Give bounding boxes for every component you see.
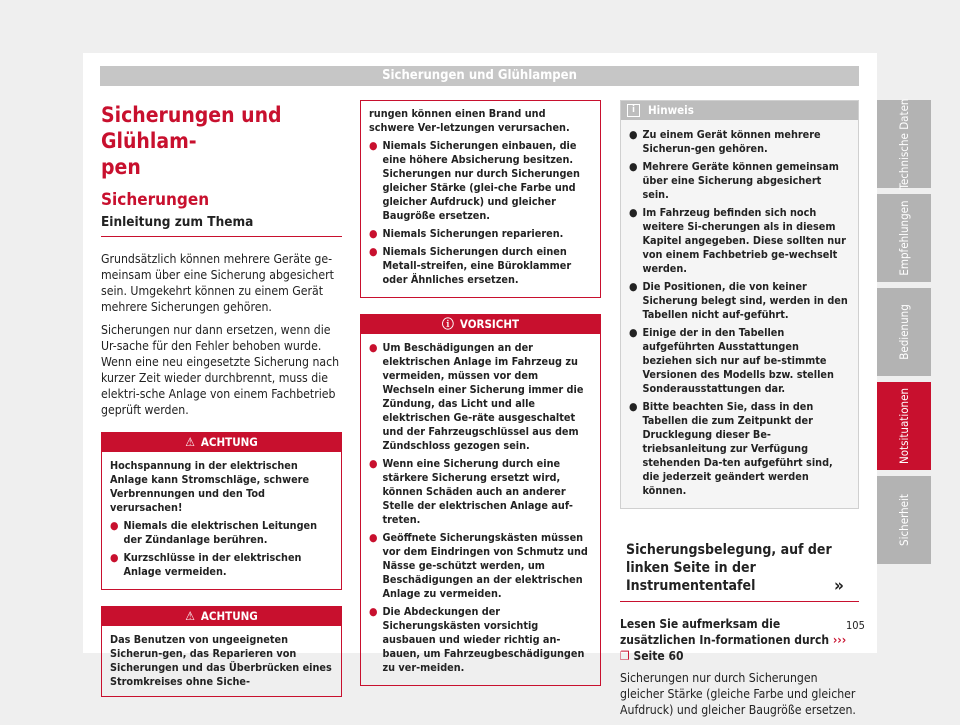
- column-2: [360, 96, 601, 686]
- warning-text: Das Benutzen von ungeeigneten Sicherun-gen, das Reparieren von Sicherungen und das Überbrücken eines Stromkreises ohne Siche-: [110, 633, 332, 688]
- warning-text: Hochspannung in der elektrischen Anlage kann Stromschläge, schwere Verbrennungen und den Tod verursachen!: [110, 459, 310, 514]
- caution-label: VORSICHT: [459, 317, 520, 331]
- body-paragraph: Sicherungen nur durch Sicherungen gleicher Stärke (gleiche Farbe und gleicher Aufdruck) und gleicher Baugröße ersetzen.: [620, 671, 856, 717]
- bullet-icon: ●: [629, 206, 638, 219]
- tab-empfehlungen[interactable]: Empfehlungen: [877, 194, 931, 282]
- warning-box-2: [101, 606, 342, 697]
- intro-paragraph-1: Grundsätzlich können mehrere Geräte ge-meinsam über eine Sicherung abgesichert sein. Umgekehrt können zu einem Gerät mehrere Sicherungen gehören.: [101, 252, 334, 314]
- bullet-icon: ●: [369, 227, 378, 240]
- page-header: Sicherungen und Glühlampen: [100, 66, 859, 86]
- info-icon: i: [627, 104, 640, 117]
- bullet-icon: ●: [369, 457, 378, 470]
- bullet-icon: ●: [629, 400, 638, 413]
- bullet-icon: ●: [629, 160, 638, 173]
- note-label: Hinweis: [648, 103, 694, 117]
- bullet-icon: ●: [629, 326, 638, 339]
- caution-box: [360, 314, 601, 686]
- warning-triangle-icon: ⚠: [185, 435, 195, 449]
- caution-circle-icon: ⓘ: [441, 317, 454, 331]
- list-item: ● Um Beschädigungen an der elektrischen Anlage im Fahrzeug zu vermeiden, müssen vor dem Wechseln einer Sicherung immer die Zündung, das Licht und alle elektrischen Ge-räte ausgeschaltet und der Fahrzeugschlüssel aus dem Zündschloss gezogen sein.: [369, 341, 584, 452]
- list-item: ● Niemals Sicherungen reparieren.: [369, 227, 564, 240]
- column-3: [620, 96, 859, 725]
- warning-label: ACHTUNG: [200, 435, 258, 449]
- bullet-icon: ●: [629, 128, 638, 141]
- list-item: ● Geöffnete Sicherungskästen müssen vor dem Eindringen von Schmutz und Nässe ge-schützt werden, um Beschädigungen an der elektrischen Anlage zu vermeiden.: [369, 531, 588, 600]
- intro-paragraph-2: Sicherungen nur dann ersetzen, wenn die Ur-sache für den Fehler behoben wurde. Wenn eine neu eingesetzte Sicherung nach kurzer Zeit wieder durchbrennt, muss die elektri-sche Anlage von einem Fachbetrieb geprüft werden.: [101, 323, 340, 417]
- page-reference-link[interactable]: Seite 60: [633, 649, 684, 663]
- list-item: ● Im Fahrzeug befinden sich noch weitere Si-cherungen als in diesem Kapitel angegeben. Diese sollten nur von einem Fachbetrieb ge-wechselt werden.: [629, 206, 846, 275]
- list-item: ● Zu einem Gerät können mehrere Sicherun-gen gehören.: [629, 128, 821, 155]
- page-number: 105: [846, 619, 865, 632]
- list-item: ● Mehrere Geräte können gemeinsam über eine Sicherung abgesichert sein.: [629, 160, 839, 201]
- bullet-icon: ●: [369, 531, 378, 544]
- chapter-tabs: [877, 100, 931, 570]
- cross-reference-arrows[interactable]: ›››: [832, 633, 847, 647]
- bullet-icon: ●: [369, 139, 378, 152]
- bullet-icon: ●: [369, 605, 378, 618]
- list-item: ● Die Positionen, die von keiner Sicherung belegt sind, werden in den Tabellen nicht auf-geführt.: [629, 280, 848, 321]
- bullet-icon: ●: [629, 280, 638, 293]
- lead-paragraph: Lesen Sie aufmerksam die zusätzlichen In-formationen durch ››› ❐ Seite 60: [620, 617, 847, 663]
- column-1: [101, 96, 342, 697]
- section-title: Sicherungsbelegung, auf der linken Seite in der Instrumententafel: [620, 541, 859, 602]
- bullet-icon: ●: [110, 519, 119, 532]
- list-item: ● Kurzschlüsse in der elektrischen Anlage vermeiden.: [110, 551, 302, 578]
- warning-box-2-continued: [360, 100, 601, 298]
- continue-icon: »: [834, 576, 844, 596]
- bullet-icon: ●: [369, 341, 378, 354]
- list-item: ● Wenn eine Sicherung durch eine stärkere Sicherung ersetzt wird, können Schäden auch an anderer Stelle der elektrischen Anlage auf-treten.: [369, 457, 573, 526]
- note-box: [620, 100, 859, 509]
- list-item: ● Niemals die elektrischen Leitungen der Zündanlage berühren.: [110, 519, 318, 546]
- list-item: ● Niemals Sicherungen einbauen, die eine höhere Absicherung besitzen. Sicherungen nur durch Sicherungen gleicher Stärke (glei-che Farbe und gleicher Aufdruck) und gleicher Baugröße ersetzen.: [369, 139, 580, 222]
- warning-triangle-icon: ⚠: [185, 609, 195, 623]
- intro-heading: Einleitung zum Thema: [101, 214, 342, 237]
- list-item: ● Einige der in den Tabellen aufgeführten Ausstattungen beziehen sich nur auf be-stimmte Versionen des Modells bzw. stellen Sonderausstattungen dar.: [629, 326, 834, 395]
- tab-sicherheit[interactable]: Sicherheit: [877, 476, 931, 564]
- tab-technische-daten[interactable]: Technische Daten: [877, 100, 931, 188]
- list-item: ● Bitte beachten Sie, dass in den Tabellen die zum Zeitpunkt der Drucklegung dieser Be-triebsanleitung zur Verfügung stehenden Da-ten aufgeführt sind, die jederzeit geändert werden können.: [629, 400, 833, 497]
- tab-notsituationen[interactable]: Notsituationen: [877, 382, 931, 470]
- warning-label: ACHTUNG: [200, 609, 258, 623]
- chapter-title: Sicherungen und Glühlam- pen: [101, 103, 282, 179]
- bullet-icon: ●: [110, 551, 119, 564]
- bullet-icon: ●: [369, 245, 378, 258]
- section-subtitle: Sicherungen: [101, 190, 210, 210]
- book-icon: ❐: [620, 649, 630, 663]
- tab-bedienung[interactable]: Bedienung: [877, 288, 931, 376]
- warning-text: rungen können einen Brand und schwere Ver-letzungen verursachen.: [369, 107, 570, 134]
- list-item: ● Die Abdeckungen der Sicherungskästen vorsichtig ausbauen und wieder richtig an-bauen, um Fahrzeugbeschädigungen zu ver-meiden.: [369, 605, 585, 674]
- list-item: ● Niemals Sicherungen durch einen Metall-streifen, eine Büroklammer oder Ähnliches ersetzen.: [369, 245, 572, 286]
- warning-box-1: [101, 432, 342, 590]
